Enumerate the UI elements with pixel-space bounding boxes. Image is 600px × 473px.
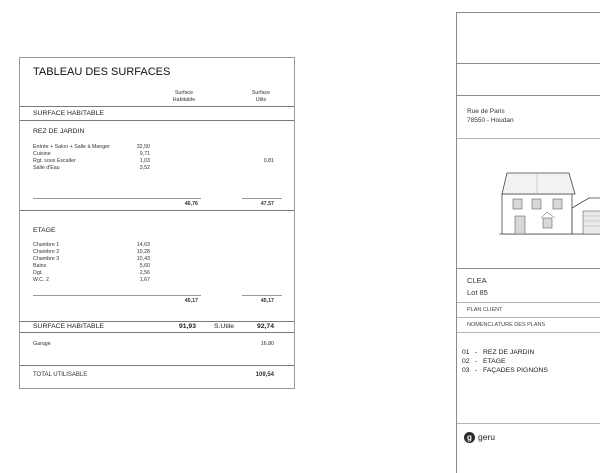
list-item: Entrée + Salon + Salle à Manger <box>33 144 110 150</box>
house-elevation-drawing <box>499 168 600 238</box>
list-item: Chambre 2 <box>33 249 60 255</box>
list-item-value: 32,50 <box>136 144 150 150</box>
ground-heading: REZ DE JARDIN <box>33 128 85 135</box>
total-utile-value: 92,74 <box>256 323 274 330</box>
list-item-value: 10,28 <box>136 249 150 255</box>
list-item-value: 14,63 <box>136 242 150 248</box>
section-rule <box>20 120 294 121</box>
plan-number: 02 <box>462 358 470 365</box>
brand-name: geru <box>478 432 496 442</box>
plan-dash: - <box>475 358 478 365</box>
plan-number: 01 <box>462 349 470 356</box>
title-block <box>456 12 600 473</box>
title-block-rule-1 <box>457 63 600 64</box>
list-item: W.C. 2 <box>33 277 49 283</box>
total-habitable-value: 91,93 <box>178 323 196 330</box>
lot-number: Lot 85 <box>467 288 488 297</box>
title-block-rule-4 <box>457 268 600 269</box>
plan-dash: - <box>475 367 478 374</box>
title-block-rule-6 <box>457 317 600 318</box>
list-item-value: 5,60 <box>139 263 150 269</box>
list-item: Chambre 3 <box>33 256 60 262</box>
header-rule <box>20 106 294 107</box>
surface-table-document <box>19 57 295 389</box>
list-item-value: 3,52 <box>139 165 150 171</box>
plan-dash: - <box>475 349 478 356</box>
list-item: Rgt. sous Escalier <box>33 158 76 164</box>
garage-label: Garage <box>33 341 51 347</box>
ground-subtotal-habitable: 46,76 <box>184 201 198 207</box>
section-label: SURFACE HABITABLE <box>33 110 104 117</box>
title-block-rule-2 <box>457 95 600 96</box>
ground-subtotal-utile: 47,57 <box>260 201 274 207</box>
list-item: Bains <box>33 263 47 269</box>
client-name: CLEA <box>467 276 487 285</box>
list-item: Salle d'Eau <box>33 165 60 171</box>
geru-logo-icon: g <box>464 432 475 443</box>
upper-subtotal-utile: 45,17 <box>260 298 274 304</box>
upper-subtotal-rule-right <box>242 295 282 296</box>
list-item-util-value: 0,81 <box>263 158 274 164</box>
plan-label: FAÇADES PIGNONS <box>483 367 548 374</box>
col-habitable-header-1: Surface <box>174 90 194 96</box>
upper-subtotal-rule-left <box>33 295 201 296</box>
title-block-rule-3 <box>457 138 600 139</box>
title-block-rule-5 <box>457 302 600 303</box>
address-line-1: Rue de Paris <box>467 108 505 115</box>
plan-type: PLAN CLIENT <box>467 307 503 313</box>
ground-block-rule <box>20 210 294 211</box>
ground-subtotal-rule-left <box>33 198 201 199</box>
total-rule-top <box>20 321 294 322</box>
col-utile-header-2: Utile <box>255 97 267 103</box>
total-utilisable-value: 109,54 <box>255 372 274 378</box>
list-item: Chambre 1 <box>33 242 60 248</box>
upper-heading: ETAGE <box>33 227 56 234</box>
list-item-value: 10,43 <box>136 256 150 262</box>
list-item-value: 9,71 <box>139 151 150 157</box>
ground-subtotal-rule-right <box>242 198 282 199</box>
total-rule-bottom <box>20 332 294 333</box>
title-block-rule-7 <box>457 332 600 333</box>
plan-label: ETAGE <box>483 358 506 365</box>
total-utilisable-label: TOTAL UTILISABLE <box>33 372 88 378</box>
garage-rule <box>20 365 294 366</box>
nomenclature-title: NOMENCLATURE DES PLANS <box>467 322 546 328</box>
col-utile-header-1: Surface <box>251 90 271 96</box>
list-item: Dgt. <box>33 270 43 276</box>
title-block-rule-8 <box>457 423 600 424</box>
total-utile-label: S.Utile <box>214 323 235 330</box>
list-item-value: 2,56 <box>139 270 150 276</box>
garage-value: 16,80 <box>260 341 274 347</box>
plan-label: REZ DE JARDIN <box>483 349 535 356</box>
list-item-value: 1,03 <box>139 158 150 164</box>
plan-number: 03 <box>462 367 470 374</box>
total-habitable-label: SURFACE HABITABLE <box>33 323 104 330</box>
col-habitable-header-2: Habitable <box>172 97 196 103</box>
list-item-value: 1,67 <box>139 277 150 283</box>
upper-subtotal-habitable: 45,17 <box>184 298 198 304</box>
list-item: Cuisine <box>33 151 51 157</box>
table-title: TABLEAU DES SURFACES <box>33 66 171 78</box>
address-line-2: 78550 - Houdan <box>467 117 514 124</box>
